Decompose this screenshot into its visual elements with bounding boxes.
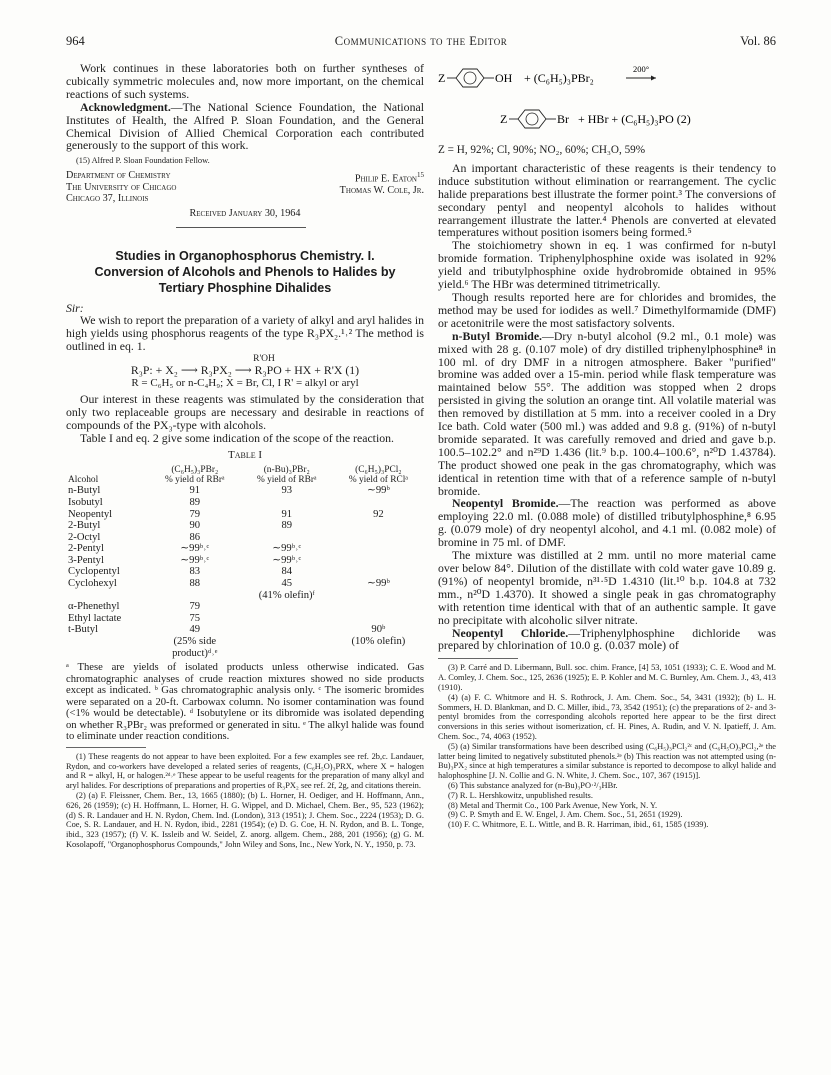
eq2-z-2: Z [500,112,508,126]
footnote-5: (5) (a) Similar transformations have been described using (C₆H₅)₃PCl₂²ᶜ and (C₆H₅O)₃PCl₂,²ᵉ the latter being limited to negatively substituted phenols.²ᵉ (b) This reaction was not attempted using (n-Bu)₃PX₂ since at high temperatures a similar substance is reported to decompose to alkyl halide and halophosphine [J. N. Collie and G. N. White, J. Chem. Soc., 107, 367 (1915)]. [438,741,776,781]
left-column [66,62,424,850]
table-cell-yield: 49 [189,624,201,636]
neopentyl-body: —The reaction was performed as above employing 22.0 ml. (0.088 mole) of distilled tributylphosphine,⁸ 6.95 g. (0.079 mole) of dry neopentyl alcohol, and 4.1 ml. (0.082 mole) of bromine in 75 ml. of DMF. [438,496,776,550]
arrow-head-icon [651,76,656,81]
paragraph-stoich: The stoichiometry shown in eq. 1 was confirmed for n-butyl bromide formation. Triphenylphosphine oxide was isolated in 92% yield and tributylphosphine oxide hydrobromide obtained in 95% yield.⁶ The HBr was determined titrimetrically. [438,238,776,292]
table-row [66,613,424,625]
table-cell-yield [333,601,424,613]
table-row [66,555,424,567]
page-header [66,34,776,48]
neocl-body: —Triphenylphosphine dichloride was prepared by chlorination of 10.0 g. (0.037 mole) of [438,625,776,653]
table-cell-yield [333,648,424,660]
table-cell-alcohol [66,590,149,602]
affiliation [66,170,176,205]
table-cell-alcohol: t-Butyl [68,624,99,636]
received-date: Received January 30, 1964 [189,207,301,219]
table-row [66,624,424,636]
table-cell-yield: 79 [189,601,201,613]
title-line-1: Studies in Organophosphorus Chemistry. I. [115,248,375,263]
author-1-name: Philip E. Eaton [354,173,417,185]
eq1-line: R₃P: + X₂ ⟶ R₃PX₂ ⟶ R₃PO + HX + R'X (1) [130,363,360,378]
neocl-heading: Neopentyl Chloride. [452,625,569,640]
table-row [66,636,424,648]
table-cell-yield [241,648,333,660]
table-cell-alcohol: Cyclohexyl [68,578,117,590]
nbutyl-body: —Dry n-butyl alcohol (9.2 ml., 0.1 mole) was mixed with 28 g. (0.107 mole) of dry distilled triphenylphosphine⁸ in 100 ml. of dry DMF in a nitrogen atmosphere. Baker "purified" bromine was added over a 15-min. period while flask temperature was maintained below 55°. The addition was stopped when 2 drops persisted in giving the solution an orange tint. All volatile material was then removed by distillation at 5 mm. into a receiver cooled in a Dry Ice bath. Cold water (500 ml.) was added and 9.8 g. (91%) of n-butyl bromide separated. It was carefully removed and dried and gave b.p. 100.5–102.2° and n²⁹D 1.436 (lit.⁹ b.p. 100.4–100.6°, n²⁰D 1.43784). The product showed one peak in the gas chromatography, which was identical in retention time with that of a reference sample of n-butyl bromide. [438,328,776,498]
title-line-2: Conversion of Alcohols and Phenols to Halides by [94,264,396,279]
table-cell-yield: 79 [189,508,201,520]
footnotes-right [438,663,776,830]
table-row [66,601,424,613]
affil-line-2: The University of Chicago [66,181,177,193]
footnote-9: (9) C. P. Smyth and E. W. Engel, J. Am. Chem. Soc., 51, 2651 (1929). [448,810,683,820]
table-header-row [66,465,424,486]
table-cell-alcohol: Cyclopentyl [68,566,120,578]
divider [176,227,306,228]
salutation: Sir: [66,300,84,315]
footnote-8: (8) Metal and Thermit Co., 100 Park Avenue, New York, N. Y. [448,800,658,810]
header-col1: (C₆H₅)₃PBr₂ % yield of RBrᵃ [164,464,225,485]
table-cell-yield: ∼99ᵇ˒ᶜ [272,554,302,566]
table-cell-yield: 84 [281,566,293,578]
table-cell-yield: 89 [189,496,201,508]
table-cell-yield: product)ᵈ˒ᵉ [172,647,218,659]
eq1-above: R'OH [253,354,275,365]
table-row [66,497,424,509]
eq2-yields: Z = H, 92%; Cl, 90%; NO₂, 60%; CH₃O, 59% [438,144,646,156]
table-cell-alcohol [66,648,149,660]
table-cell-yield: 91 [281,508,293,520]
acknowledgment [66,101,424,153]
paragraph-mixture: The mixture was distilled at 2 mm. until no more material came over below 84°. Dilution of the distillate with cold water gave 10.89 g. (91%) of neopentyl bromide, n³¹·⁵D 1.4310 (lit.¹⁰ b.p. 104.8 at 732 mm., n²⁰D 1.4370). It showed a single peak in gas chromatography with retention time identical with that of an authentic sample. It gave no precipitate with alcoholic silver nitrate. [438,548,776,627]
nbutyl-heading: n-Butyl Bromide. [452,328,543,343]
table-cell-yield [241,532,333,544]
table-cell-yield: 92 [373,508,384,520]
section-nbutyl [438,330,776,498]
table-cell-alcohol: n-Butyl [68,485,101,497]
yield-table [66,465,424,660]
affil-line-3: Chicago 37, Illinois [66,193,149,205]
eq2-structure [438,62,776,146]
table-cell-yield: ∼99ᵇ [366,485,390,497]
journal-section: Communications to the Editor [334,34,508,48]
table-cell-yield [333,520,424,532]
table-cell-yield: 75 [189,612,201,624]
footnote-7: (7) R. L. Hershkowitz, unpublished results. [448,790,593,800]
table-cell-yield: 88 [189,578,201,590]
eq2-oh: OH [495,71,513,85]
table-row [66,566,424,578]
benzene-ring-icon [456,69,484,87]
volume-label: Vol. 86 [740,34,776,48]
table-cell-yield: 91 [189,485,201,497]
eq2-reagent: + (C₆H₅)₃PBr₂ [524,71,594,85]
equation-2 [438,62,776,146]
footnote-rule-right [438,658,518,659]
table-cell-yield: ∼99ᵇ˒ᶜ [180,543,210,555]
table-cell-alcohol: α-Phenethyl [68,601,120,613]
paragraph-though: Though results reported here are for chlorides and bromides, the method may be used for iodides as well.⁷ Dimethylformamide (DMF) or acetonitrile were the most satisfactory solvents. [438,289,776,330]
table-cell-alcohol: Isobutyl [68,496,103,508]
title-line-3: Tertiary Phosphine Dihalides [158,280,332,295]
table-cell-yield: 86 [189,531,201,543]
section-neopentyl-chloride [438,627,776,653]
table-cell-alcohol [66,636,149,648]
table-cell-yield [333,532,424,544]
equation-1 [66,355,424,390]
table-cell-yield: (10% olefin) [351,636,406,648]
ack-body: —The National Science Foundation, the National Institutes of Health, the Alfred P. Sloan Foundation, and the General Chemical Division of Allied Chemical Corporation each contributed generously to the support of this work. [66,99,424,153]
article-title [66,248,424,296]
table-cell-yield [333,497,424,509]
table-cell-yield [333,543,424,555]
table-cell-yield: 93 [281,485,293,497]
section-neopentyl [438,497,776,549]
table-cell-yield: 90 [189,520,201,532]
table-cell-yield: 45 [281,578,293,590]
eq2-temperature: 200° [633,64,650,74]
footnote-4: (4) (a) F. C. Whitmore and H. S. Rothrock, J. Am. Chem. Soc., 54, 3431 (1932); (b) L. H. Sommers, H. D. Blankman, and D. C. Miller, ibid., 73, 3542 (1951); (c) the preparations of 2- and 3-pentyl bromides from the corresponding alcohols reported here appear to be the first direct conversions in this series without isomerization, cf. H. Pines, A. Rudin, and V. N. Ipatieff, J. Am. Chem. Soc., 74, 4063 (1952). [438,692,776,741]
table-caption: Table I [227,448,263,461]
footnote-15 [66,156,424,166]
table-row [66,532,424,544]
table-cell-yield [333,590,424,602]
table-cell-yield [333,566,424,578]
right-column [438,62,776,830]
table-cell-yield [333,555,424,567]
footnote-10: (10) F. C. Whitmore, E. L. Wittle, and B. R. Harriman, ibid., 61, 1585 (1939). [448,820,709,830]
table-cell-yield [241,624,333,636]
table-cell-alcohol: 2-Octyl [68,531,101,543]
table-cell-yield: 83 [189,566,201,578]
footnote-3: (3) P. Carré and D. Libermann, Bull. soc. chim. France, [4] 53, 1051 (1933); C. E. Wood and M. A. Comley, J. Chem. Soc., 125, 2636 (1925); E. P. Kohler and M. C. Burnley, Am. Chem. J., 43, 413 (1910). [438,663,776,692]
table-cell-yield: 90ᵇ [371,624,386,636]
table-cell-alcohol: Ethyl lactate [68,612,122,624]
benzene-ring-icon [518,110,546,128]
eq2-z-1: Z [438,71,446,85]
table-cell-yield [333,613,424,625]
affiliation-block [66,170,424,205]
footnote-1: (1) These reagents do not appear to have been exploited. For a few examples see ref. 2b,c. Landauer, Rydon, and co-workers have developed a related series of reagents, (C₆H₅O)₃PRX, where X = halogen and R = alkyl, H, or halogen.²ᵈ˒ᵉ These appear to be useful reagents for the preparation of many alkyl and aryl halides. For descriptions of preparations and properties of R₃PX₂ see ref. 2f, 2g, and citations therein. [66,751,424,791]
table-cell-yield [241,601,333,613]
table-cell-alcohol: 3-Pentyl [68,554,104,566]
eq2-br: Br [557,112,569,126]
author-1-sup: 15 [417,171,424,180]
table-footnotes: ᵃ These are yields of isolated products unless otherwise indicated. Gas chromatographic analyses of crude reaction mixtures showed no side products except as indicated. ᵇ Gas chromatographic analysis only. ᶜ The isomeric bromides were separated on a 20-ft. Carbowax column. No isomer contamination was found (<1% would be detectable). ᵈ Isobutylene or its dibromide was isolated depending on whether R₃PBr₂ was preformed or generated in situ. ᵉ The alkyl halide was found to eliminate under reaction conditions. [66,662,424,743]
table-cell-yield: ∼99ᵇ [366,578,390,590]
table-cell-yield: 89 [281,520,293,532]
page-number: 964 [66,34,85,48]
table-cell-yield [241,636,333,648]
table-cell-yield [241,497,333,509]
neopentyl-heading: Neopentyl Bromide. [452,496,559,511]
table-cell-alcohol: 2-Butyl [68,520,101,532]
table-row [66,509,424,521]
table-cell-yield: (25% side [173,636,217,648]
footnote-15-text: (15) Alfred P. Sloan Foundation Fellow. [76,156,210,166]
table-row [66,648,424,660]
footnote-6: (6) This substance analyzed for (n-Bu)₃PO·²/₃HBr. [448,780,618,790]
paragraph-intro: We wish to report the preparation of a variety of alkyl and aryl halides in high yields using phosphorus reagents of the type R₃PX₂.¹˒² The method is outlined in eq. 1. [66,313,424,354]
table-cell-yield: ∼99ᵇ˒ᶜ [180,554,210,566]
eq1-defs: R = C₆H₅ or n-C₄H₉; X = Br, Cl, I R' = alkyl or aryl [131,377,359,390]
header-alcohol: Alcohol [68,474,99,485]
authors [340,170,424,205]
header-col3: (C₆H₅)₃PCl₂ % yield of RClᵃ [348,464,408,485]
table-cell-yield: ∼99ᵇ˒ᶜ [272,543,302,555]
footnotes-left [66,752,424,850]
footnote-2: (2) (a) F. Fleissner, Chem. Ber., 13, 1665 (1880); (b) L. Horner, H. Oediger, and H. Hoffmann, Ann., 626, 26 (1959); (c) H. Hoffmann, L. Horner, H. G. Wippel, and D. Michael, Chem. Ber., 95, 523 (1962); (d) S. R. Landauer and H. N. Rydon, Chem. Ind. (London), 313 (1951); J. Chem. Soc., 2224 (1953); D. G. Coe, S. R. Landauer, and H. N. Rydon, ibid., 2281 (1954); (e) D. G. Coe, H. N. Rydon, and B. L. Tonge, ibid., 323 (1957); (f) V. K. Issleib and W. Seidel, Z. anorg. allgem. Chem., 288, 201 (1956); (g) G. M. Kosolapoff, "Organophosphorus Compounds," John Wiley and Sons, Inc., New York, N. Y., 1950, p. 73. [66,790,424,849]
table-row [66,578,424,590]
footnote-rule [66,747,146,748]
ack-heading: Acknowledgment. [80,99,171,114]
table-row [66,543,424,555]
affil-line-1: Department of Chemistry [66,170,171,182]
paragraph-interest: Our interest in these reagents was stimulated by the consideration that only two replaceable groups are necessary and desirable in reactions of compounds of the PX₃-type with alcohols. [66,391,424,432]
paragraph-important: An important characteristic of these reagents is their tendency to induce substitution without elimination or rearrangement. The cyclic halide preparations best illustrate the former point.³ The conversions of secondary pentyl and neopentyl alcohols to halides without rearrangement illustrate the latter.⁴ Phenols are converted at elevated temperatures without position isomers being formed.⁵ [438,160,776,240]
table-cell-alcohol: 2-Pentyl [68,543,104,555]
table-cell-yield [149,590,241,602]
table-cell-yield: (41% olefin)ᶠ [258,589,315,601]
table-cell-alcohol: Neopentyl [68,508,113,520]
table-row [66,590,424,602]
table-row [66,520,424,532]
paragraph-table: Table I and eq. 2 give some indication of the scope of the reaction. [80,430,394,445]
header-col2: (n-Bu)₃PBr₂ % yield of RBrᵃ [256,464,317,485]
table-row [66,485,424,497]
eq2-products: + HBr + (C₆H₅)₃PO (2) [578,112,691,126]
author-2: Thomas W. Cole, Jr. [339,185,424,197]
table-cell-yield [241,613,333,625]
paragraph-work: Work continues in these laboratories both on further syntheses of cubically symmetric molecules and, now more important, on the chemical reactions of such systems. [66,61,424,101]
author-1 [340,170,424,185]
